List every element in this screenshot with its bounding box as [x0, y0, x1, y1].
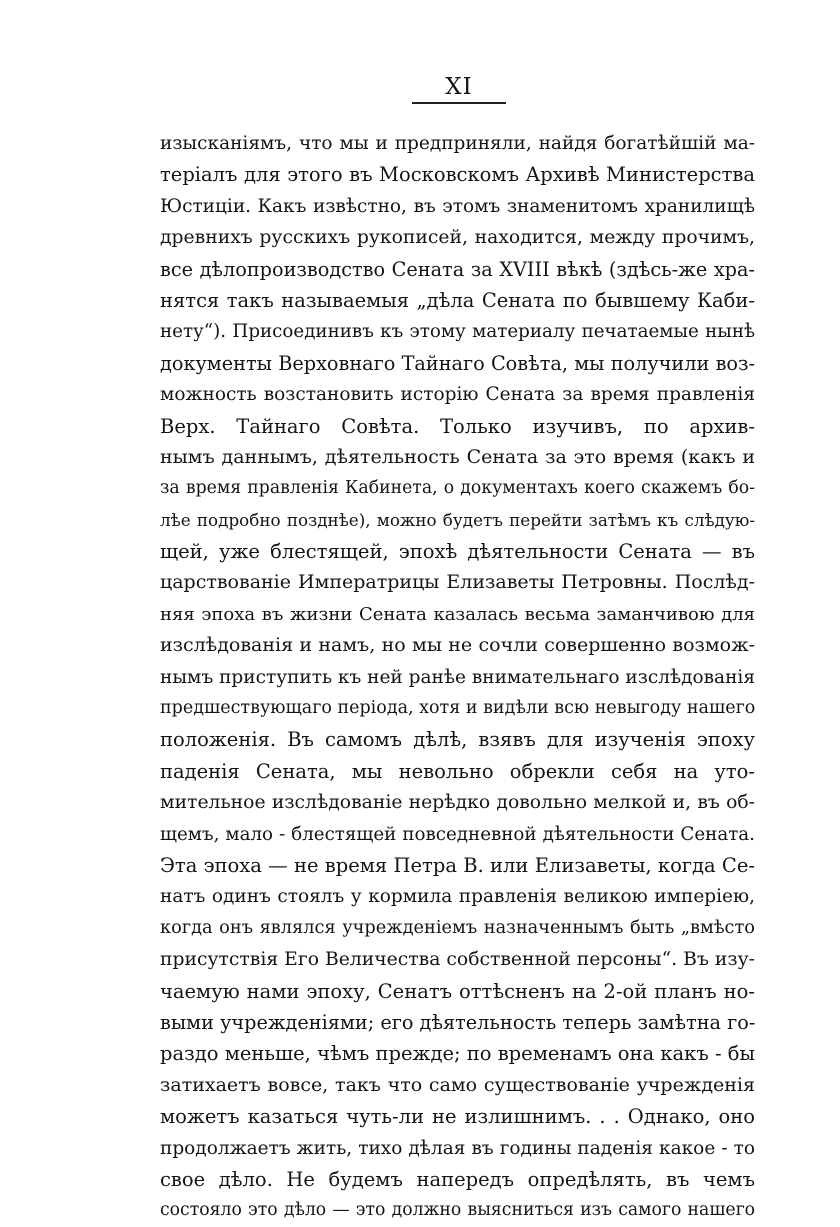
- page-number: XI: [445, 74, 473, 100]
- text-line: щей, уже блестящей, эпохѣ дѣятельности Сената — въ: [160, 540, 755, 564]
- text-line: документы Верховнаго Тайнаго Совѣта, мы получили воз-: [160, 351, 755, 375]
- text-line: древнихъ русскихъ рукописей, находится, между прочимъ,: [160, 227, 755, 249]
- text-line: теріалъ для этого въ Московскомъ Архивѣ Министерства: [160, 163, 755, 187]
- header-rule: [412, 102, 506, 104]
- text-line: чаемую нами эпоху, Сенатъ оттѣсненъ на 2-ой планъ но-: [160, 979, 755, 1003]
- text-line: Юстиціи. Какъ извѣстно, въ этомъ знаменитомъ хранилищѣ: [160, 195, 755, 217]
- text-line: выми учрежденіями; его дѣятельность теперь замѣтна го-: [160, 1010, 755, 1034]
- text-line: изысканіямъ, что мы и предприняли, найдя богатѣйшій ма-: [160, 133, 755, 154]
- text-line: натъ одинъ стоялъ у кормила правленія великою имперіею,: [160, 886, 755, 908]
- text-line: состояло это дѣло — это должно выясниться изъ самого нашего: [160, 1200, 755, 1221]
- text-line: паденія Сената, мы невольно обрекли себя на уто-: [160, 759, 755, 783]
- page-header: [412, 74, 506, 104]
- text-line: нымъ приступить къ ней ранѣе внимательнаго изслѣдованія: [160, 666, 755, 688]
- text-line: все дѣлопроизводство Сената за XVIII вѣкѣ (здѣсь-же хра-: [160, 257, 755, 281]
- text-line: продолжаетъ жить, тихо дѣлая въ годины паденія какое - то: [160, 1137, 755, 1159]
- text-line: можетъ казаться чуть-ли не излишнимъ. . . Однако, оно: [160, 1105, 755, 1129]
- text-line: Эта эпоха — не время Петра В. или Елизаветы, когда Се-: [160, 853, 755, 877]
- text-line: нету“). Присоединивъ къ этому материалу печатаемые нынѣ: [160, 321, 755, 343]
- text-line: свое дѣло. Не будемъ напередъ опредѣлять, въ чемъ: [160, 1167, 755, 1191]
- text-line: можность возстановить исторію Сената за время правленія: [160, 384, 755, 406]
- text-line: затихаетъ вовсе, такъ что само существованіе учрежденія: [160, 1073, 755, 1096]
- text-line: положенія. Въ самомъ дѣлѣ, взявъ для изученія эпоху: [160, 728, 755, 752]
- text-line: когда онъ являлся учрежденіемъ назначеннымъ быть „вмѣсто: [160, 917, 755, 938]
- body-text: [160, 128, 755, 1227]
- text-line: мительное изслѣдованіе нерѣдко довольно мелкой и, въ об-: [160, 792, 755, 814]
- text-line: за время правленія Кабинета, о документахъ коего скажемъ бо-: [160, 478, 755, 499]
- text-line: Верх. Тайнаго Совѣта. Только изучивъ, по архив-: [160, 414, 755, 438]
- text-line: предшествующаго періода, хотя и видѣли всю невыгоду нашего: [160, 698, 755, 719]
- text-line: нятся такъ называемыя „дѣла Сената по бывшему Каби-: [160, 288, 755, 312]
- text-line: щемъ, мало - блестящей повседневной дѣятельности Сената.: [160, 823, 755, 845]
- text-line: присутствія Его Величества собственной персоны“. Въ изу-: [160, 949, 755, 971]
- text-line: лѣе подробно позднѣе), можно будетъ перейти затѣмъ къ слѣдую-: [160, 509, 755, 530]
- text-line: раздо меньше, чѣмъ прежде; по временамъ она какъ - бы: [160, 1042, 755, 1066]
- text-line: царствованіе Императрицы Елизаветы Петровны. Послѣд-: [160, 571, 755, 594]
- text-line: изслѣдованія и намъ, но мы не сочли совершенно возмож-: [160, 634, 755, 657]
- text-line: нымъ даннымъ, дѣятельность Сената за это время (какъ и: [160, 445, 755, 468]
- text-line: няя эпоха въ жизни Сената казалась весьма заманчивою для: [160, 603, 755, 625]
